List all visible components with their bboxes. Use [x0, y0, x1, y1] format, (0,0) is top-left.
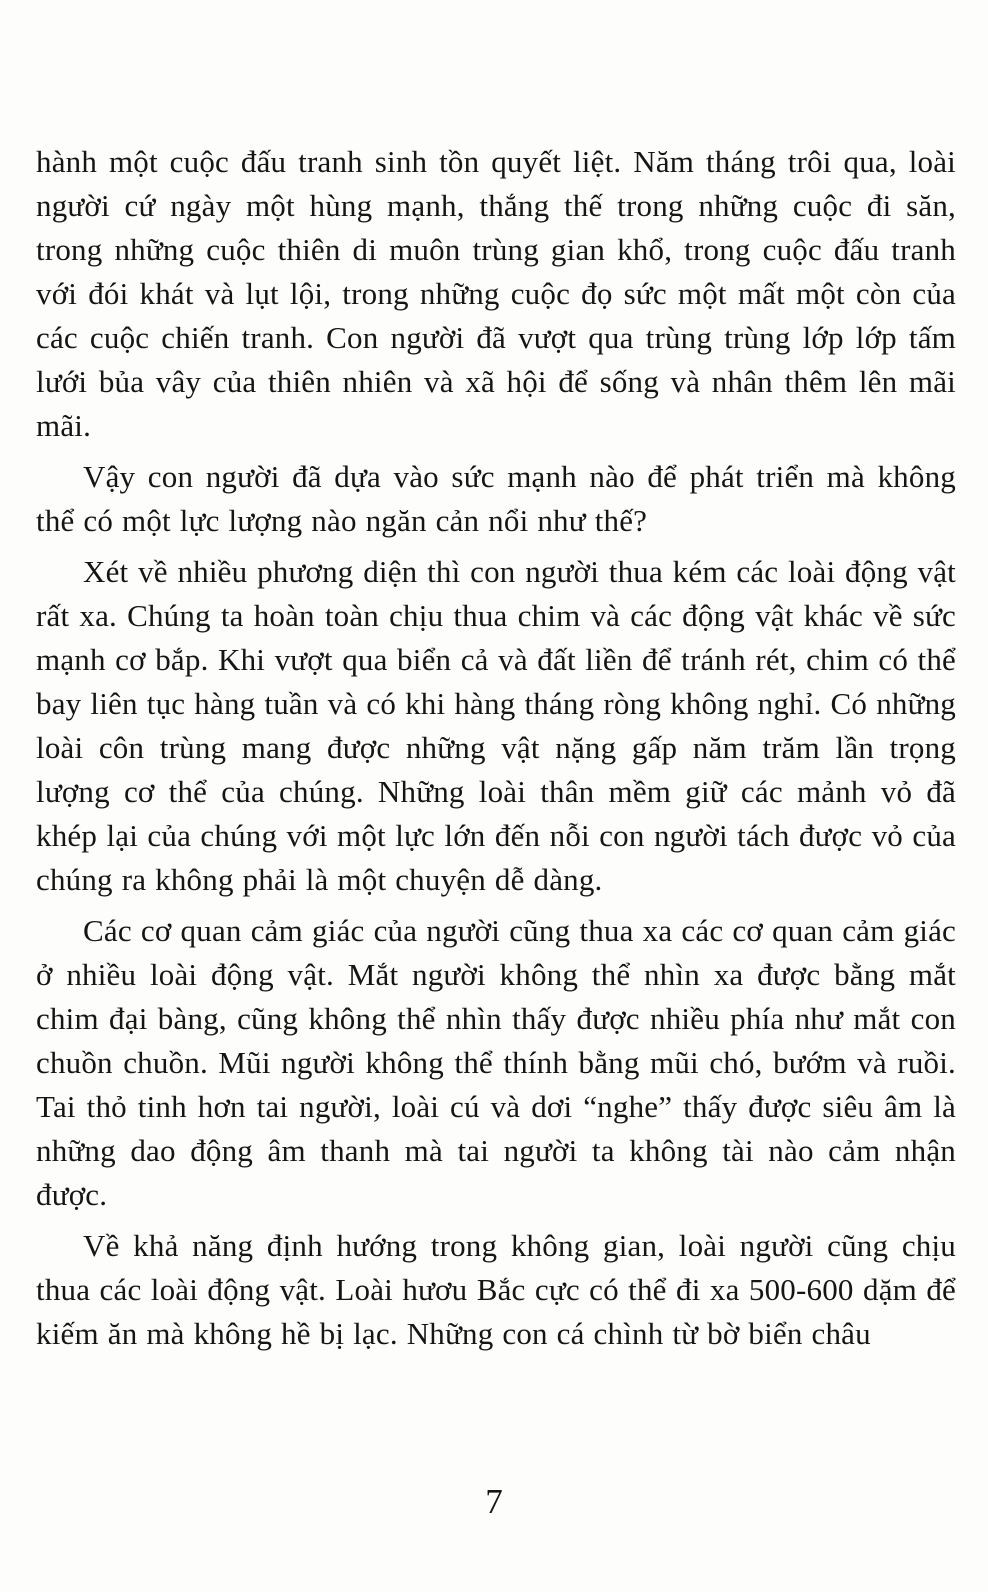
body-paragraph: Các cơ quan cảm giác của người cũng thua xa các cơ quan cảm giác ở nhiều loài động vật. Mắt người không thể nhìn xa được bằng mắt chim đại bàng, cũng không thể nhìn thấy được nhiều phía như mắt con chuồn chuồn. Mũi người không thể thính bằng mũi chó, bướm và ruồi. Tai thỏ tinh hơn tai người, loài cú và dơi “nghe” thấy được siêu âm là những dao động âm thanh mà tai người ta không tài nào cảm nhận được. — [36, 913, 956, 1212]
body-paragraph: Xét về nhiều phương diện thì con người thua kém các loài động vật rất xa. Chúng ta hoàn toàn chịu thua chim và các động vật khác về sức mạnh cơ bắp. Khi vượt qua biển cả và đất liền để tránh rét, chim có thể bay liên tục hàng tuần và có khi hàng tháng ròng không nghỉ. Có những loài côn trùng mang được những vật nặng gấp năm trăm lần trọng lượng cơ thể của chúng. Những loài thân mềm giữ các mảnh vỏ đã khép lại của chúng với một lực lớn đến nỗi con người tách được vỏ của chúng ra không phải là một chuyện dễ dàng. — [36, 554, 956, 897]
body-paragraph: hành một cuộc đấu tranh sinh tồn quyết liệt. Năm tháng trôi qua, loài người cứ ngày một hùng mạnh, thắng thế trong những cuộc đi săn, trong những cuộc thiên di muôn trùng gian khổ, trong cuộc đấu tranh với đói khát và lụt lội, trong những cuộc đọ sức một mất một còn của các cuộc chiến tranh. Con người đã vượt qua trùng trùng lớp lớp tấm lưới bủa vây của thiên nhiên và xã hội để sống và nhân thêm lên mãi mãi. — [36, 144, 956, 443]
page-number: 7 — [485, 1482, 503, 1521]
text-block — [36, 140, 956, 1356]
body-paragraph: Vậy con người đã dựa vào sức mạnh nào để phát triển mà không thể có một lực lượng nào ngăn cản nổi như thế? — [36, 459, 956, 538]
body-paragraph: Về khả năng định hướng trong không gian, loài người cũng chịu thua các loài động vật. Loài hươu Bắc cực có thể đi xa 500-600 dặm để kiếm ăn mà không hề bị lạc. Những con cá chình từ bờ biển châu — [36, 1228, 956, 1351]
